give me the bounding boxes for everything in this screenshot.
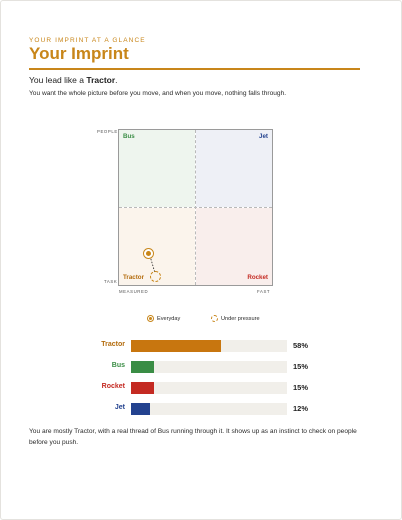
under-pressure-marker — [150, 271, 161, 282]
bar-row-rocket — [1, 382, 401, 395]
legend-everyday — [147, 315, 180, 322]
section-kicker: YOUR IMPRINT AT A GLANCE — [29, 37, 146, 44]
everyday-legend-icon — [147, 315, 154, 322]
under-pressure-legend-icon — [211, 315, 218, 322]
summary-text: You are mostly Tractor, with a real thread of Bus running through it. It shows up as an instinct to check on people before you push. — [29, 428, 357, 446]
lead-type: Tractor — [86, 75, 116, 85]
bar-label: Tractor — [101, 341, 125, 348]
legend-everyday-label: Everyday — [157, 315, 181, 322]
bar-percent: 12% — [293, 404, 309, 413]
bar-fill — [131, 340, 221, 352]
bar-track — [131, 382, 287, 394]
title-divider — [29, 68, 360, 70]
bar-row-tractor — [1, 340, 401, 353]
quadrant-label-bus: Bus — [123, 133, 135, 140]
bar-fill — [131, 403, 150, 415]
legend-under-pressure-label: Under pressure — [221, 315, 260, 322]
axis-label-task: TASK — [104, 279, 118, 284]
lead-description: You want the whole picture before you move, and when you move, nothing falls through. — [29, 90, 287, 97]
page-title: Your Imprint — [29, 44, 129, 63]
bar-fill — [131, 382, 154, 394]
bar-row-bus — [1, 361, 401, 374]
lead-prefix: You lead like a — [29, 75, 87, 85]
quadrant-label-rocket: Rocket — [247, 274, 268, 281]
bar-label: Jet — [114, 404, 125, 411]
quadrant-label-tractor: Tractor — [123, 274, 144, 281]
pressure-shift-line — [119, 130, 272, 285]
quadrant-label-jet: Jet — [259, 133, 268, 140]
lead-suffix: . — [115, 75, 118, 85]
bar-percent: 58% — [293, 341, 309, 350]
legend-under-pressure — [211, 315, 260, 322]
axis-label-fast: FAST — [257, 289, 271, 294]
bar-track — [131, 340, 287, 352]
lead-sentence — [29, 75, 118, 85]
axis-label-people: PEOPLE — [97, 129, 118, 134]
axis-label-measured: MEASURED — [119, 289, 149, 294]
bar-fill — [131, 361, 154, 373]
bar-track — [131, 361, 287, 373]
bar-row-jet — [1, 403, 401, 416]
imprint-quadrant — [118, 129, 273, 286]
bar-percent: 15% — [293, 362, 309, 371]
bar-label: Bus — [111, 362, 125, 369]
bar-track — [131, 403, 287, 415]
bar-percent: 15% — [293, 383, 309, 392]
everyday-marker — [143, 248, 154, 259]
bar-label: Rocket — [101, 383, 125, 390]
